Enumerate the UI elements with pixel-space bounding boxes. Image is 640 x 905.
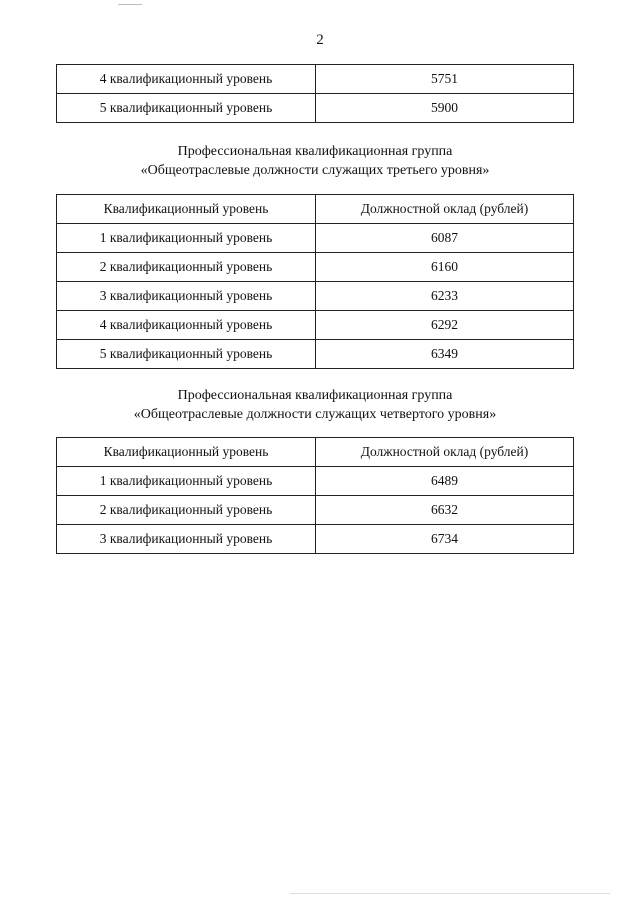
salary-cell: 6734: [316, 525, 574, 554]
scan-artifact-bottom: [290, 893, 610, 894]
table-row: [57, 311, 574, 340]
level-cell: 5 квалификационный уровень: [57, 340, 316, 369]
table-row: [57, 224, 574, 253]
level-cell: 2 квалификационный уровень: [57, 496, 316, 525]
level-cell: 2 квалификационный уровень: [57, 253, 316, 282]
table-row: [57, 340, 574, 369]
salary-cell: 6292: [316, 311, 574, 340]
column-header-level: Квалификационный уровень: [57, 195, 316, 224]
table-row: [57, 496, 574, 525]
column-header-salary: Должностной оклад (рублей): [316, 438, 574, 467]
table-row: [57, 282, 574, 311]
level-cell: 4 квалификационный уровень: [57, 311, 316, 340]
group-subtitle: «Общеотраслевые должности служащих четвертого уровня»: [133, 407, 497, 422]
level-cell: 1 квалификационный уровень: [57, 224, 316, 253]
scan-artifact-top: [118, 4, 142, 5]
salary-cell: 6349: [316, 340, 574, 369]
level-cell: 4 квалификационный уровень: [57, 65, 316, 94]
group-heading-third-level: [56, 142, 574, 180]
table-row: [57, 253, 574, 282]
level-cell: 3 квалификационный уровень: [57, 282, 316, 311]
table-row: [57, 525, 574, 554]
salary-cell: 6632: [316, 496, 574, 525]
level-cell: 5 квалификационный уровень: [57, 94, 316, 123]
table-row: [57, 94, 574, 123]
salary-cell: 6087: [316, 224, 574, 253]
group-subtitle: «Общеотраслевые должности служащих третьего уровня»: [140, 163, 490, 178]
level-cell: 1 квалификационный уровень: [57, 467, 316, 496]
salary-table-continuation: [56, 64, 574, 123]
table-row: [57, 467, 574, 496]
salary-cell: 5900: [316, 94, 574, 123]
salary-cell: 6489: [316, 467, 574, 496]
table-row: [57, 65, 574, 94]
page-number: 2: [316, 32, 324, 48]
column-header-level: Квалификационный уровень: [57, 438, 316, 467]
column-header-salary: Должностной оклад (рублей): [316, 195, 574, 224]
level-cell: 3 квалификационный уровень: [57, 525, 316, 554]
salary-table-fourth-level: [56, 437, 574, 554]
group-title: Профессиональная квалификационная группа: [177, 144, 453, 159]
salary-cell: 5751: [316, 65, 574, 94]
group-title: Профессиональная квалификационная группа: [177, 388, 453, 403]
salary-cell: 6160: [316, 253, 574, 282]
salary-table-third-level: [56, 194, 574, 369]
table-header-row: [57, 195, 574, 224]
salary-cell: 6233: [316, 282, 574, 311]
group-heading-fourth-level: [56, 386, 574, 424]
table-header-row: [57, 438, 574, 467]
